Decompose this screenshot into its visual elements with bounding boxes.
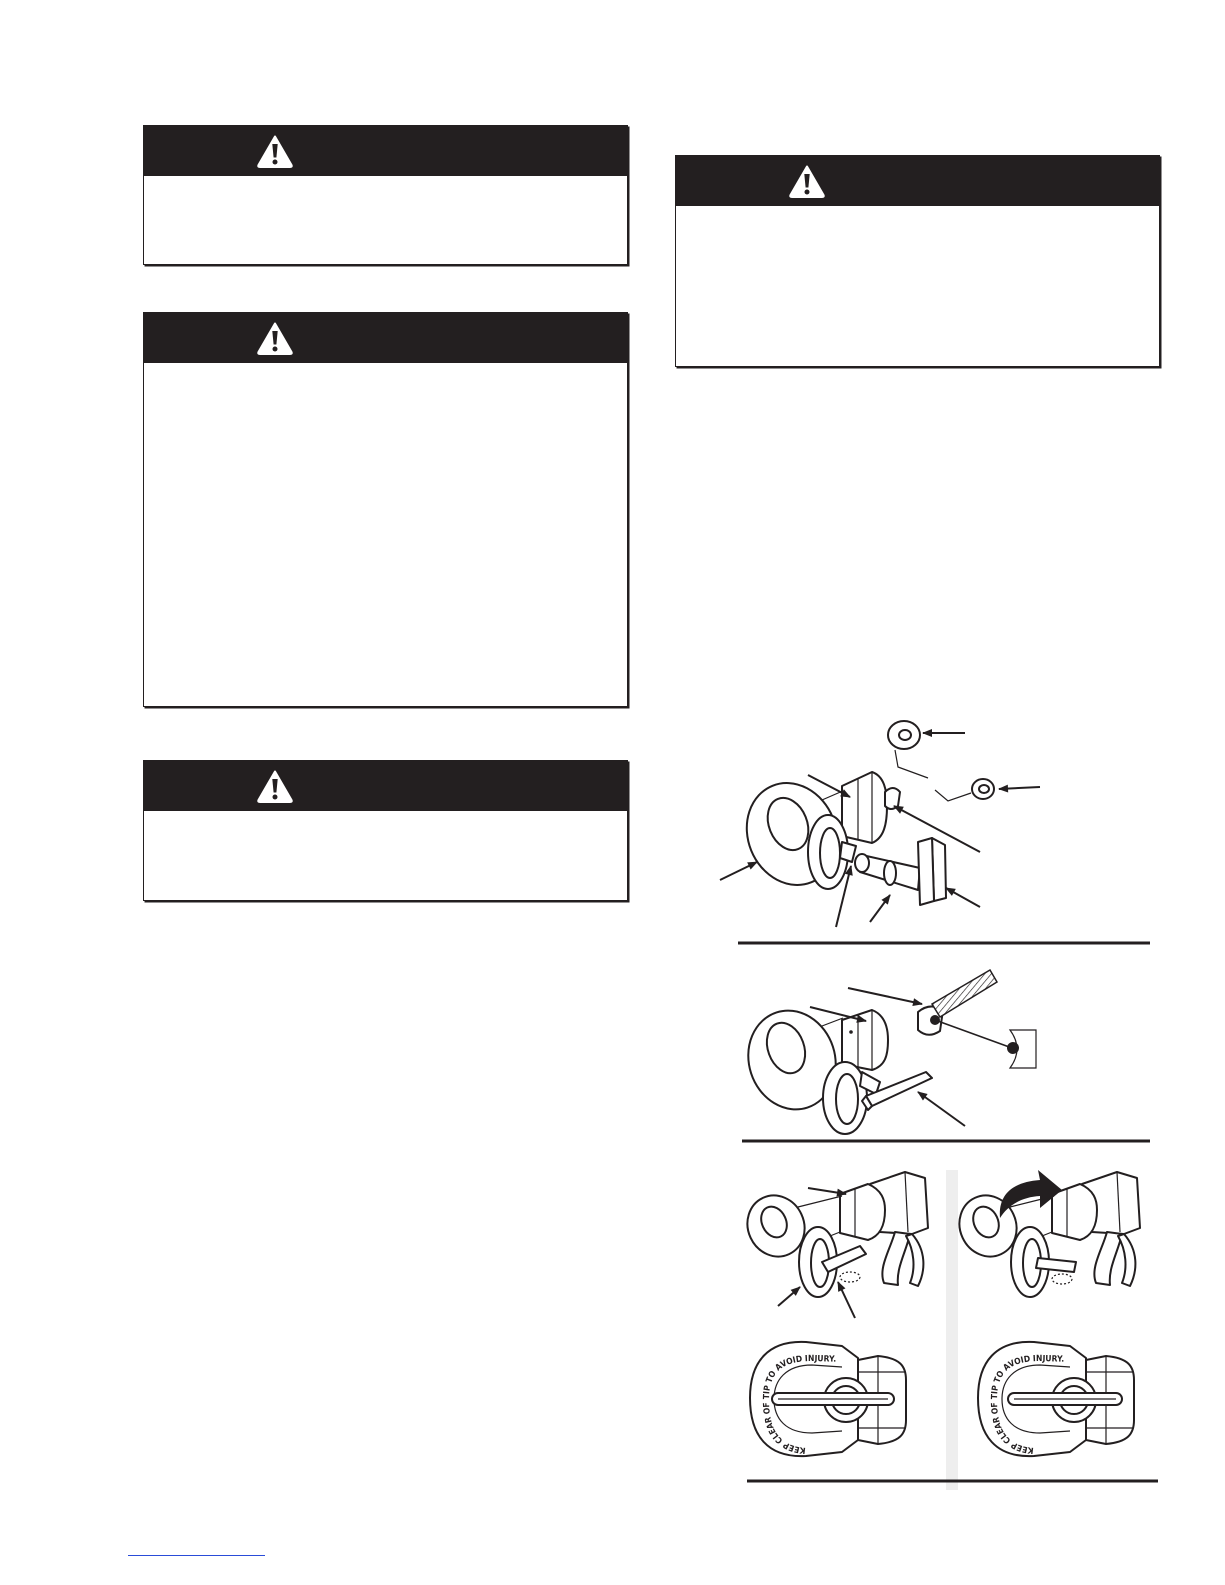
guard-warning-text: KEEP CLEAR OF TIP TO AVOID INJURY. [761,1353,837,1456]
figure-seal-install [736,970,1150,1141]
warning-header [676,156,1159,206]
spray-tip [855,838,946,905]
warning-box [143,125,628,265]
assembly-guide-line [895,750,971,801]
panel-divider [946,1170,958,1490]
spray-tip-handle [860,1072,932,1110]
warning-box [675,155,1160,367]
tip-guard-front-view-left [750,1342,906,1456]
warning-box [143,760,628,901]
figure-gun-mounting [738,1170,1158,1490]
tip-gasket [972,779,994,799]
seal-install-tool [932,970,997,1017]
figure-tip-exploded [720,721,1150,943]
warning-header [144,126,627,176]
warning-header [144,761,627,811]
warning-box [143,312,628,707]
tip-housing-nut [842,772,887,843]
guard-front-ring [823,1062,867,1134]
gun-assembly-left [738,1172,928,1297]
warning-triangle-icon [256,134,294,168]
warning-triangle-icon [788,164,826,198]
warning-triangle-icon [256,769,294,803]
seal-detail-callout [930,1015,1036,1068]
illustrations [700,700,1180,1500]
footer-link[interactable] [128,1555,265,1556]
tip-guard-front-view-right [978,1342,1134,1456]
warning-header [144,313,627,363]
tip-housing-nut [842,1010,888,1070]
guard-warning-text: KEEP CLEAR OF TIP TO AVOID INJURY. [989,1353,1065,1456]
seat-housing [885,788,900,809]
warning-triangle-icon [256,321,294,355]
tip-seal [888,721,920,749]
